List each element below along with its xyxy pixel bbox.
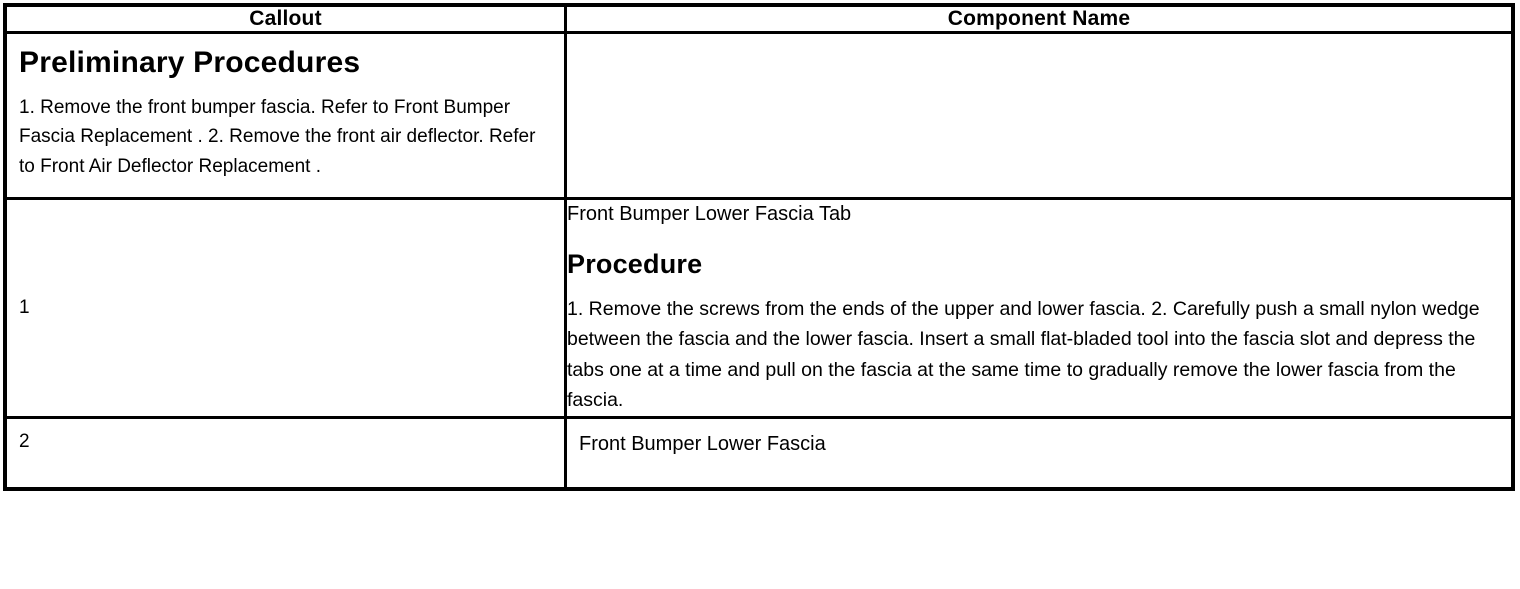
callout-number: 1 xyxy=(19,296,30,318)
preliminary-procedures-heading: Preliminary Procedures xyxy=(19,46,361,79)
document-page xyxy=(0,3,1520,589)
component-name-cell-empty xyxy=(565,33,1513,199)
component-name-cell-2 xyxy=(565,417,1513,489)
table-body xyxy=(5,33,1513,489)
preliminary-procedures-text: 1. Remove the front bumper fascia. Refer to Front Bumper Fascia Replacement . 2. Remove the front air deflector. Refer to Front Air Deflector Replacement . xyxy=(19,97,536,177)
table-row xyxy=(5,417,1513,489)
procedure-text: 1. Remove the screws from the ends of the upper and lower fascia. 2. Carefully push a small nylon wedge between the fascia and the lower fascia. Insert a small flat-bladed tool into the fascia slot and depress the tabs one at a time and pull on the fascia at the same time to gradually remove the lower fascia from the fascia. xyxy=(566,298,1480,412)
callout-cell-2 xyxy=(5,417,565,489)
table-row xyxy=(5,199,1513,417)
callout-cell-1 xyxy=(5,199,565,417)
component-name-text: Front Bumper Lower Fascia Tab xyxy=(566,203,852,226)
procedure-table xyxy=(3,3,1515,491)
table-row xyxy=(5,33,1513,199)
component-name-cell-1 xyxy=(565,199,1513,417)
callout-number: 2 xyxy=(19,430,30,452)
preliminary-procedures-cell xyxy=(5,33,565,199)
component-name-text: Front Bumper Lower Fascia xyxy=(578,432,826,455)
column-header-callout: Callout xyxy=(5,5,565,33)
column-header-component-name: Component Name xyxy=(565,5,1513,33)
procedure-heading: Procedure xyxy=(566,249,703,280)
table-header-row xyxy=(5,5,1513,33)
table-header xyxy=(5,5,1513,33)
